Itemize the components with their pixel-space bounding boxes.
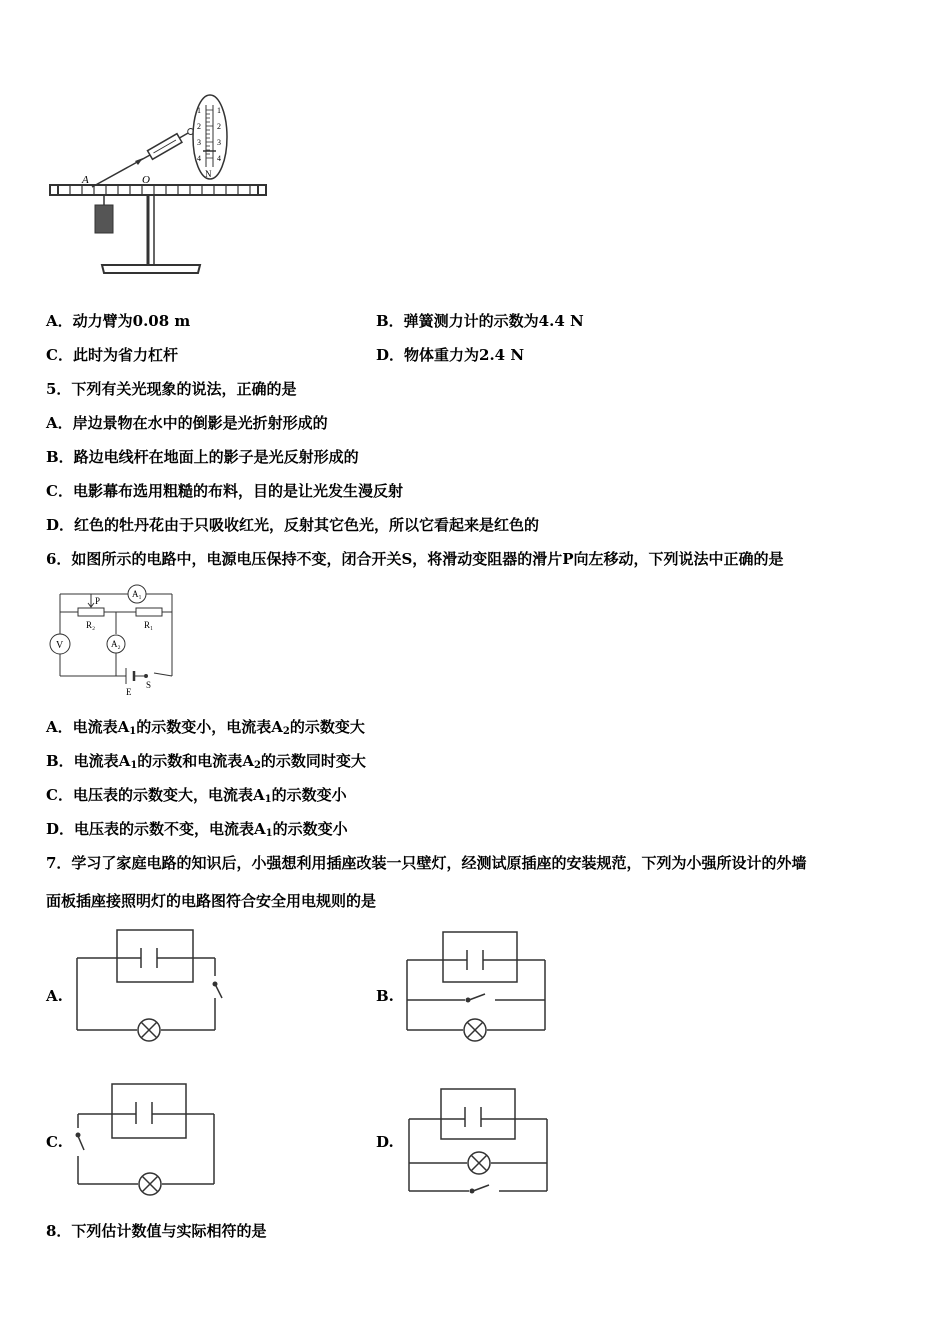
q7-stem-line1: 7．学习了家庭电路的知识后，小强想利用插座改装一只壁灯，经测试原插座的安装规范，下列为小强所设计的外墙: [46, 854, 807, 872]
q7-circuit-a: [75, 928, 235, 1048]
ammeter-a1-label: A₁: [132, 589, 142, 599]
q5-option-a: A．岸边景物在水中的倒影是光折射形成的: [46, 414, 328, 432]
q5-option-c: C．电影幕布选用粗糙的布料，目的是让光发生漫反射: [46, 482, 403, 500]
q6-option-a: A．电流表$A_1$的示数变小，电流表$A_2$的示数变大: [46, 718, 365, 737]
scale-num-3r: 3: [217, 138, 221, 147]
q7-circuit-c: [72, 1080, 232, 1195]
scale-num-4: 4: [197, 154, 201, 163]
lever-figure: [40, 95, 270, 280]
q6-option-c: C．电压表的示数变大，电流表$A_1$的示数变小: [46, 786, 347, 805]
label-O: O: [142, 174, 150, 186]
r2-label: R₂: [86, 620, 96, 630]
q7-circuit-b: [405, 928, 555, 1048]
q7-stem-line2: 面板插座接照明灯的电路图符合安全用电规则的是: [46, 892, 377, 910]
scale-num-1r: 1: [217, 106, 221, 115]
q8-stem: 8．下列估计数值与实际相符的是: [46, 1222, 267, 1240]
scale-num-2r: 2: [217, 122, 221, 131]
q7-option-d-label: D.: [376, 1133, 394, 1151]
q4-option-c: C．此时为省力杠杆: [46, 346, 178, 364]
q7-option-c-label: C.: [46, 1133, 63, 1151]
q6-stem: 6．如图所示的电路中，电源电压保持不变，闭合开关S，将滑动变阻器的滑片P向左移动，下列说法中正确的是: [46, 550, 784, 568]
scale-num-2: 2: [197, 122, 201, 131]
switch-s-label: S: [146, 680, 152, 690]
q4-option-a: A．动力臂为0.08 m: [46, 312, 191, 330]
scale-num-3: 3: [197, 138, 201, 147]
q6-option-d: D．电压表的示数不变，电流表$A_1$的示数变小: [46, 820, 348, 839]
q5-stem: 5．下列有关光现象的说法，正确的是: [46, 380, 297, 398]
q4-option-b: B．弹簧测力计的示数为4.4 N: [376, 312, 584, 330]
q5-option-b: B．路边电线杆在地面上的影子是光反射形成的: [46, 448, 359, 466]
slider-p-label: P: [95, 596, 101, 606]
ammeter-a2-label: A₂: [111, 639, 121, 649]
r1-label: R₁: [144, 620, 154, 630]
q6-circuit-diagram: [46, 582, 186, 702]
voltmeter-label: V: [56, 640, 64, 651]
q5-option-d: D．红色的牡丹花由于只吸收红光，反射其它色光，所以它看起来是红色的: [46, 516, 540, 534]
q7-option-a-label: A.: [46, 987, 63, 1005]
q7-circuit-d: [405, 1085, 555, 1200]
q7-option-b-label: B.: [376, 987, 394, 1005]
battery-e-label: E: [126, 687, 132, 697]
q4-option-d: D．物体重力为2.4 N: [376, 346, 525, 364]
q6-option-b: B．电流表$A_1$的示数和电流表$A_2$的示数同时变大: [46, 752, 366, 771]
label-A: A: [82, 174, 89, 186]
scale-unit: N: [205, 169, 212, 179]
scale-num-4r: 4: [217, 154, 221, 163]
scale-num-1: 1: [197, 106, 201, 115]
